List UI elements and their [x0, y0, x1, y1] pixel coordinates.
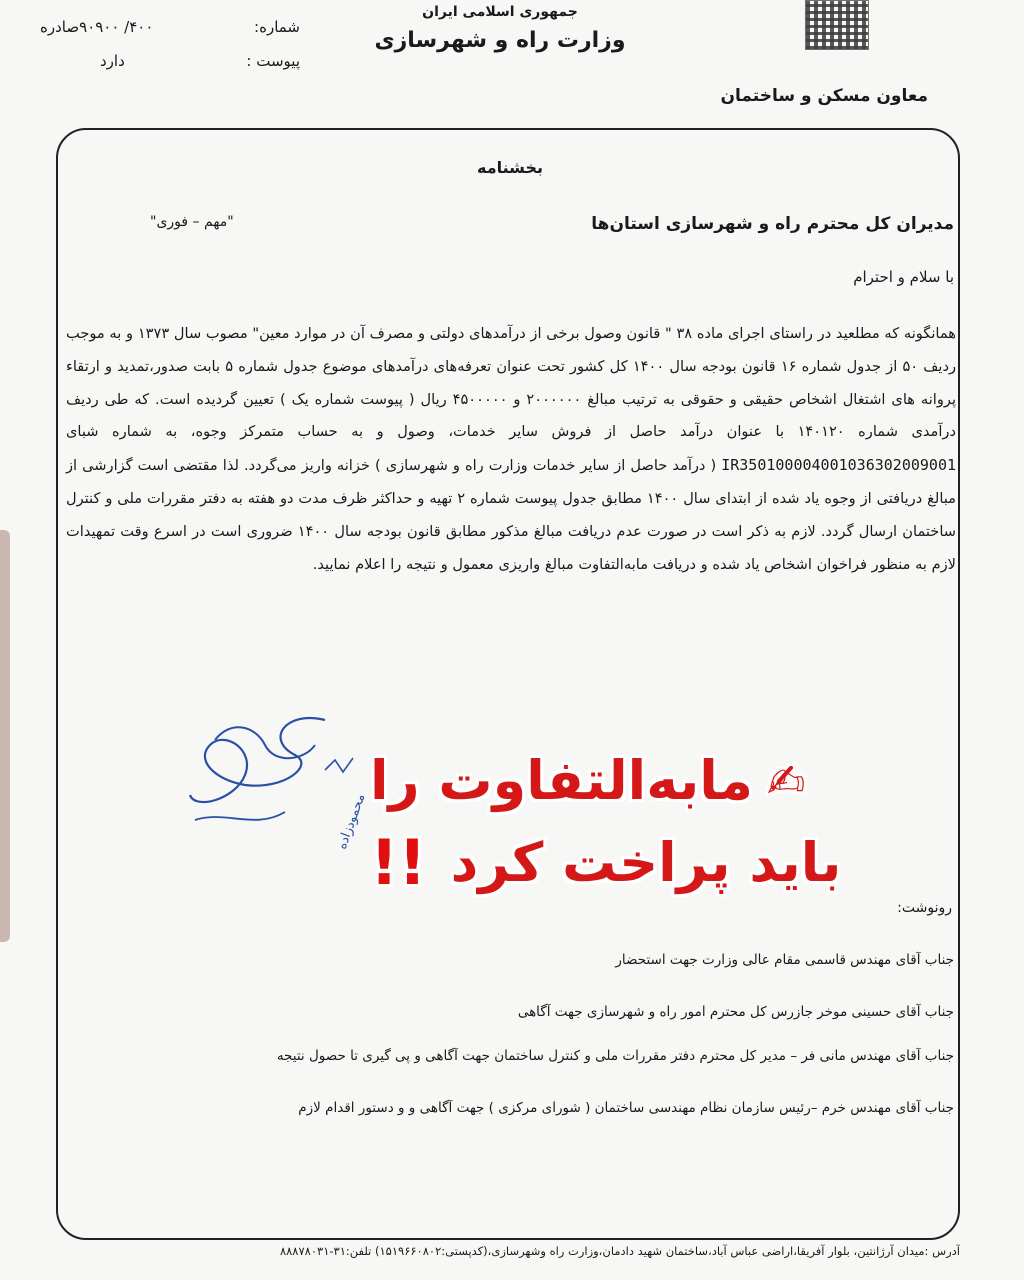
letterhead	[370, 4, 630, 53]
footer-address: آدرس :میدان آرژانتین، بلوار آفریقا،اراضی عباس آباد،ساختمان شهید دادمان،وزارت راه وشهرسازی،(کدپستی:۱۵۱۹۶۶۰۸۰۲) تلفن:۳۱-۸۸۸۷۸۰۳۱	[279, 1244, 960, 1258]
overlay-annotation	[370, 740, 850, 904]
side-edge-handle	[0, 530, 10, 942]
ministry-title: وزارت راه و شهرسازی	[374, 28, 626, 53]
urgency-note: "مهم – فوری"	[150, 214, 234, 230]
cc-item: جناب آقای مهندس مانی فر – مدیر کل محترم دفتر مقررات ملی و کنترل ساختمان جهت آگاهی و پی گیری تا حصول نتیجه	[276, 1048, 954, 1064]
attachment-value: دارد	[100, 52, 125, 70]
double-exclamation-icon: !!	[370, 826, 427, 899]
cc-item: جناب آقای مهندس قاسمی مقام عالی وزارت جهت استحضار	[615, 952, 954, 968]
qr-code-icon	[805, 0, 869, 50]
recipient: مدیران کل محترم راه و شهرسازی استان‌ها	[591, 214, 954, 234]
signature-name: محمودزاده	[334, 791, 369, 852]
cc-label: رونوشت:	[897, 900, 952, 916]
cc-item: جناب آقای مهندس خرم –رئیس سازمان نظام مهندسی ساختمان ( شورای مرکزی ) جهت آگاهی و و دستور اقدام لازم	[298, 1100, 954, 1116]
number-label: شماره:	[254, 18, 300, 36]
body-paragraph-part-a: همانگونه که مطلعید در راستای اجرای ماده ۳۸ " قانون وصول برخی از درآمدهای دولتی و مصرف آن در موارد معین" مصوب سال ۱۳۷۳ و به موجب ردیف ۵۰ از جدول شماره ۱۶ قانون بودجه سال ۱۴۰۰ کل کشور تحت عنوان تعرفه‌های درآمدهای موضوع جدول شماره ۵ بابت صدور،تمدید و ارتقاء پروانه های اشتغال اشخاص حقیقی و حقوقی به ترتیب مبالغ ۲۰۰۰۰۰۰ و ۴۵۰۰۰۰۰ ریال ( پیوست شماره یک ) تعیین گردیده است. که طی ردیف درآمدی شماره ۱۴۰۱۲۰ با عنوان درآمد حاصل از فروش سایر خدمات، وصول و به حساب متمرکز وجوه، به شماره شبای	[66, 325, 957, 441]
body-paragraph-part-b: ( درآمد حاصل از سایر خدمات وزارت راه و شهرسازی ) خزانه واریز می‌گردد. لذا مقتضی است گزارشی از مبالغ دریافتی از وجوه یاد شده از ابتدای سال ۱۴۰۰ مطابق جدول پیوست شماره ۲ تهیه و حداکثر ظرف مدت دو هفته به دفتر مقررات ملی و کنترل ساختمان ارسال گردد. لازم به ذکر است در صورت عدم دریافت مبالغ مذکور مطابق قانون بودجه سال ۱۴۰۰ ضروری است در اسرع وقت تمهیدات لازم به منظور فراخوان اشخاص یاد شده و دریافت مابه‌التفاوت مبالغ واریزی معمول و نتیجه را اعلام نمایید.	[66, 457, 956, 573]
iban-number: IR350100004001036302009001	[721, 456, 957, 475]
overlay-line-2: باید پراخت کرد	[450, 831, 842, 894]
letter-body	[66, 318, 956, 581]
letter-meta	[40, 10, 300, 78]
attachment-label: پیوست :	[246, 52, 300, 70]
republic-title: جمهوری اسلامی ایران	[422, 4, 578, 20]
deputy-title: معاون مسکن و ساختمان	[720, 86, 928, 106]
greeting: با سلام و احترام	[853, 268, 954, 286]
number-value: ۴۰۰/ ۹۰۹۰۰صادره	[40, 18, 154, 36]
letter-subject: بخشنامه	[477, 158, 543, 177]
writing-hand-icon: ✍	[766, 754, 806, 808]
letter-frame	[56, 128, 960, 1240]
overlay-line-1: مابه‌التفاوت را	[370, 749, 753, 812]
signature	[175, 700, 375, 870]
cc-item: جناب آقای حسینی موخر جازرس کل محترم امور راه و شهرسازی جهت آگاهی	[517, 1004, 954, 1020]
